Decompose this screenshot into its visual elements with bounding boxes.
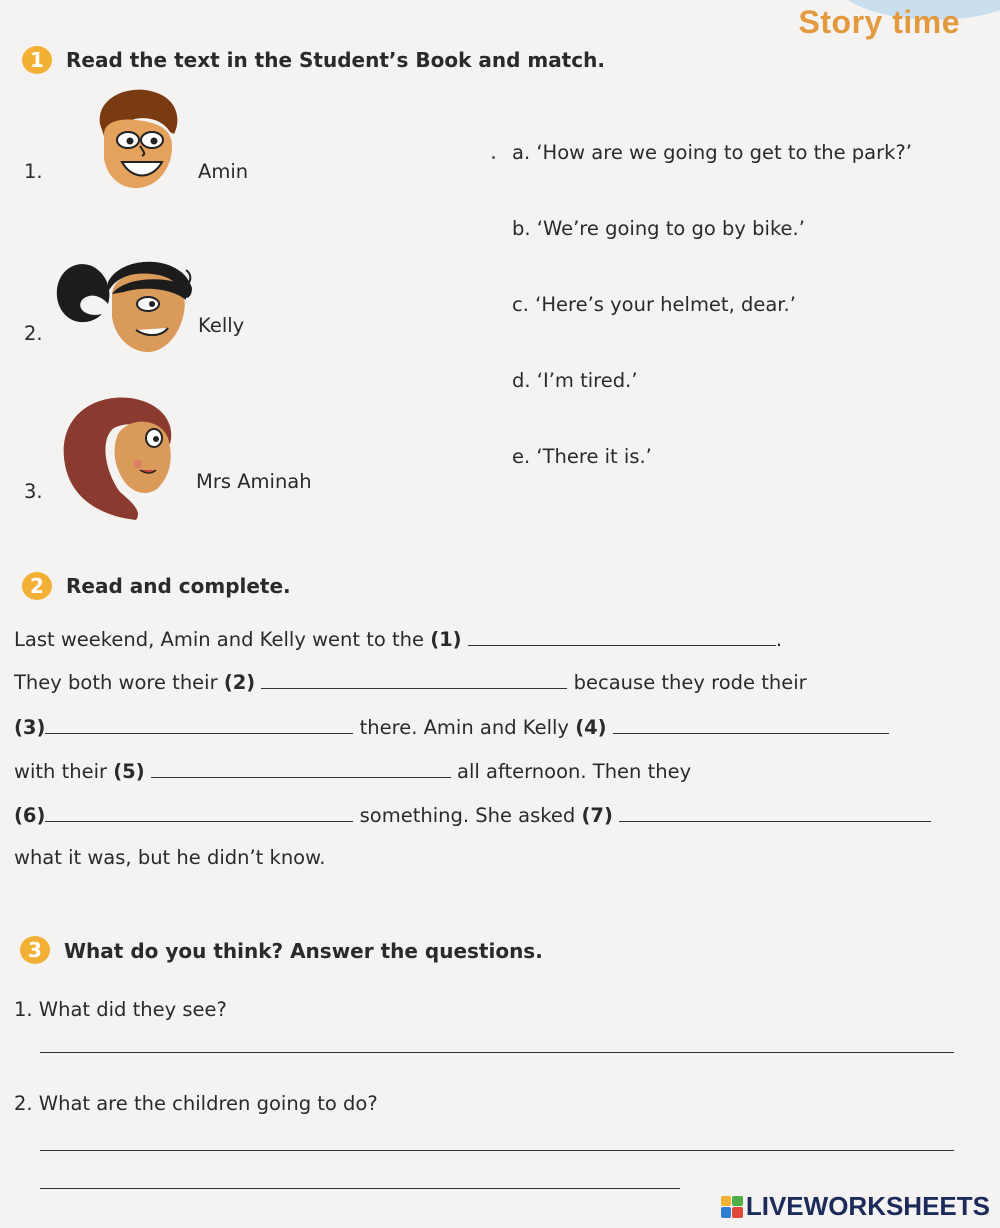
amin-face-icon (92, 88, 182, 194)
question-2: 2. What are the children going to do? (14, 1092, 378, 1115)
logo-icon (721, 1196, 743, 1218)
answer-line-3[interactable] (40, 1188, 680, 1189)
character-number-1: 1. (24, 160, 43, 183)
exercise-1-heading: Read the text in the Student’s Book and match. (66, 48, 605, 72)
character-name-amin: Amin (198, 160, 249, 183)
gap-7-blank[interactable] (619, 803, 931, 822)
cloze-line-5 (14, 803, 931, 827)
cloze-line-3 (14, 715, 889, 739)
logo-text: LIVEWORKSHEETS (745, 1191, 990, 1221)
gap-number-4: (4) (575, 716, 607, 739)
cloze-text: . (775, 628, 783, 651)
gap-4-blank[interactable] (613, 715, 889, 734)
gap-number-3: (3) (14, 716, 46, 739)
character-name-kelly: Kelly (198, 314, 245, 337)
cloze-line-1 (14, 627, 782, 651)
question-1: 1. What did they see? (14, 998, 227, 1021)
cloze-text: with their (14, 760, 114, 783)
gap-number-2: (2) (223, 671, 256, 694)
answer-line-1[interactable] (40, 1052, 954, 1053)
gap-5-blank[interactable] (151, 759, 451, 778)
character-number-3: 3. (24, 480, 43, 503)
cloze-line-2 (14, 670, 807, 694)
match-option-e[interactable]: e. ‘There it is.’ (512, 445, 652, 468)
gap-2-blank[interactable] (261, 670, 567, 689)
exercise-3-heading: What do you think? Answer the questions. (64, 939, 543, 963)
gap-number-7: (7) (581, 804, 613, 827)
match-option-d[interactable]: d. ‘I’m tired.’ (512, 369, 638, 392)
gap-number-6: (6) (14, 804, 46, 827)
cloze-text: They both wore their (14, 671, 224, 694)
character-number-2: 2. (24, 322, 43, 345)
cloze-text: Last weekend, Amin and Kelly went to the (14, 628, 431, 651)
liveworksheets-logo (721, 1191, 990, 1222)
gap-number-5: (5) (113, 760, 145, 783)
page-title: Story time (798, 4, 960, 40)
gap-number-1: (1) (430, 628, 462, 651)
character-name-mrs-aminah: Mrs Aminah (196, 470, 312, 493)
gap-1-blank[interactable] (468, 627, 776, 646)
match-option-c[interactable]: c. ‘Here’s your helmet, dear.’ (512, 293, 796, 316)
match-option-a[interactable]: a. ‘How are we going to get to the park?’ (512, 141, 912, 164)
cloze-text: there. Amin and Kelly (359, 716, 576, 739)
exercise-3-badge: 3 (20, 936, 50, 964)
cloze-line-4 (14, 759, 691, 783)
cloze-text: something. She asked (359, 804, 582, 827)
match-option-b[interactable]: b. ‘We’re going to go by bike.’ (512, 217, 805, 240)
exercise-2-heading: Read and complete. (66, 574, 291, 598)
kelly-face-icon (52, 252, 198, 356)
exercise-1-badge: 1 (22, 46, 52, 74)
gap-3-blank[interactable] (45, 715, 353, 734)
answer-line-2[interactable] (40, 1150, 954, 1151)
cloze-text: because they rode their (573, 671, 807, 694)
cloze-line-6: what it was, but he didn’t know. (14, 846, 326, 869)
exercise-2-badge: 2 (22, 572, 52, 600)
mrs-aminah-face-icon (60, 394, 176, 522)
gap-6-blank[interactable] (45, 803, 353, 822)
cloze-text: all afternoon. Then they (457, 760, 692, 783)
match-dot (492, 156, 495, 159)
